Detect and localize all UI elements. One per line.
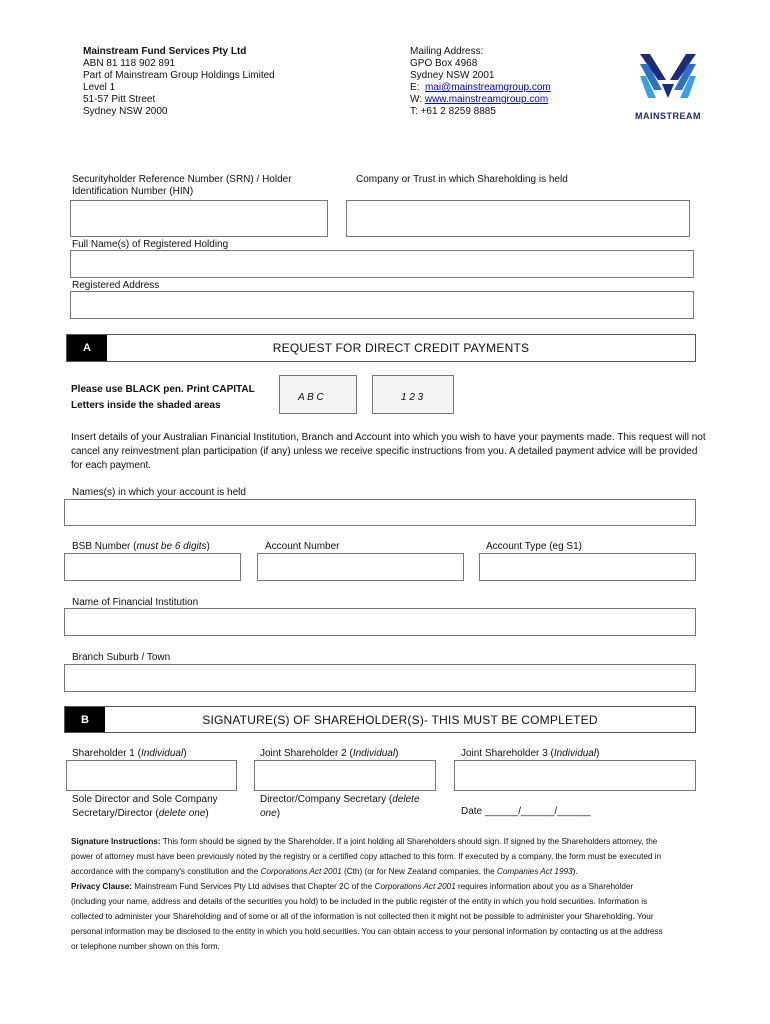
company-trust-input[interactable] [346, 200, 690, 237]
company-trust-label: Company or Trust in which Shareholding is held [356, 174, 568, 185]
mailing-web: W: www.mainstreamgroup.com [410, 94, 549, 105]
company-abn: ABN 81 118 902 891 [83, 58, 176, 69]
sample-numbers: 1 2 3 [401, 392, 424, 403]
srn-label: Securityholder Reference Number (SRN) / Holder Identification Number (HIN) [72, 174, 292, 197]
section-b-letter: B [65, 707, 105, 732]
company-parent: Part of Mainstream Group Holdings Limited [83, 70, 275, 81]
mailing-box: GPO Box 4968 [410, 58, 478, 69]
company-street: 51-57 Pitt Street [83, 94, 156, 105]
shareholder-3-signature[interactable] [454, 760, 696, 791]
bsb-input[interactable] [64, 553, 241, 581]
account-names-label: Names(s) in which your account is held [72, 487, 246, 498]
registered-address-input[interactable] [70, 291, 694, 319]
institution-input[interactable] [64, 608, 696, 636]
mainstream-logo-icon [626, 50, 710, 106]
shareholder-1-signature[interactable] [66, 760, 237, 791]
date-label: Date ______/______/______ [461, 806, 591, 817]
company-name: Mainstream Fund Services Pty Ltd [83, 46, 247, 57]
mailing-city: Sydney NSW 2001 [410, 70, 495, 81]
shareholder-3-label: Joint Shareholder 3 (Individual) [461, 748, 600, 759]
sample-numbers-box [372, 375, 454, 414]
signature-instructions-heading: Signature Instructions: [71, 837, 161, 846]
section-b-title: SIGNATURE(S) OF SHAREHOLDER(S)- THIS MUST BE COMPLETED [202, 712, 598, 727]
mainstream-logo [626, 50, 710, 120]
account-number-input[interactable] [257, 553, 464, 581]
section-a-title: REQUEST FOR DIRECT CREDIT PAYMENTS [272, 341, 530, 355]
sample-letters-box [279, 375, 357, 414]
company-level: Level 1 [83, 82, 116, 93]
logo-text: MAINSTREAM [635, 111, 701, 121]
shareholder-2-signature[interactable] [254, 760, 436, 791]
secretary-label: Director/Company Secretary (delete one) [260, 794, 420, 819]
mailing-heading: Mailing Address: [410, 46, 484, 57]
mailing-address [410, 46, 551, 118]
account-type-label: Account Type (eg S1) [486, 541, 582, 552]
section-a-letter: A [67, 335, 107, 361]
company-city: Sydney NSW 2000 [83, 106, 168, 117]
company-info [83, 46, 275, 118]
bsb-label: BSB Number (must be 6 digits) [72, 541, 210, 552]
shareholder-2-label: Joint Shareholder 2 (Individual) [260, 748, 399, 759]
shareholder-1-label: Shareholder 1 (Individual) [72, 748, 187, 759]
mailing-email: E: mai@mainstreamgroup.com [410, 82, 551, 93]
branch-input[interactable] [64, 664, 696, 692]
payment-instructions: Insert details of your Australian Financial Institution, Branch and Account into which you wish to have your payments made. This request will not cancel any reinvestment plan participation (if any) unless we receive specific instructions from you. A detailed payment advice will be provided for each payment. [71, 432, 706, 471]
director-label: Sole Director and Sole Company Secretary/Director (delete one) [72, 794, 218, 819]
branch-label: Branch Suburb / Town [72, 652, 171, 663]
section-a-header [66, 334, 696, 362]
email-link[interactable]: mai@mainstreamgroup.com [425, 82, 551, 93]
srn-input[interactable] [70, 200, 328, 237]
institution-label: Name of Financial Institution [72, 597, 199, 608]
full-name-input[interactable] [70, 250, 694, 278]
section-b-header [64, 706, 696, 733]
sample-letters: A B C [298, 392, 324, 403]
website-link[interactable]: www.mainstreamgroup.com [424, 94, 549, 105]
mailing-phone: T: +61 2 8259 8885 [410, 106, 496, 117]
pen-note: Please use BLACK pen. Print CAPITAL Letters inside the shaded areas [71, 384, 255, 411]
account-number-label: Account Number [265, 541, 340, 552]
registered-address-label: Registered Address [72, 280, 160, 291]
account-type-input[interactable] [479, 553, 696, 581]
privacy-clause-heading: Privacy Clause: [71, 882, 132, 891]
account-names-input[interactable] [64, 499, 696, 526]
full-name-label: Full Name(s) of Registered Holding [72, 239, 229, 250]
footer-text: Signature Instructions: This form should be signed by the Shareholder. If a joint holding all Shareholders should sign. If signed by the Shareholders attorney, the power of attorney must have been previously noted by the registry or a certified copy attached to this form. If executed by a company, the form must be executed in accordance with the company's constitution and the Corporations Act 2001 (Cth) (or for New Zealand companies, the Companies Act 1993). Privacy Clause: Mainstream Fund Services Pty Ltd advises that Chapter 2C of the Corporations Act 2001 requires information about you as a Shareholder (including your name, address and details of the securities you hold) to be included in the public register of the entity in which you hold securities. Information is collected to administer your Shareholding and of some or all of the information is not collected then it might not be possible to administer your Shareholding. Your personal information may be disclosed to the entity in which you hold securities. You can obtain access to your personal information by contacting us at the address or telephone number shown on this form. [71, 837, 663, 951]
